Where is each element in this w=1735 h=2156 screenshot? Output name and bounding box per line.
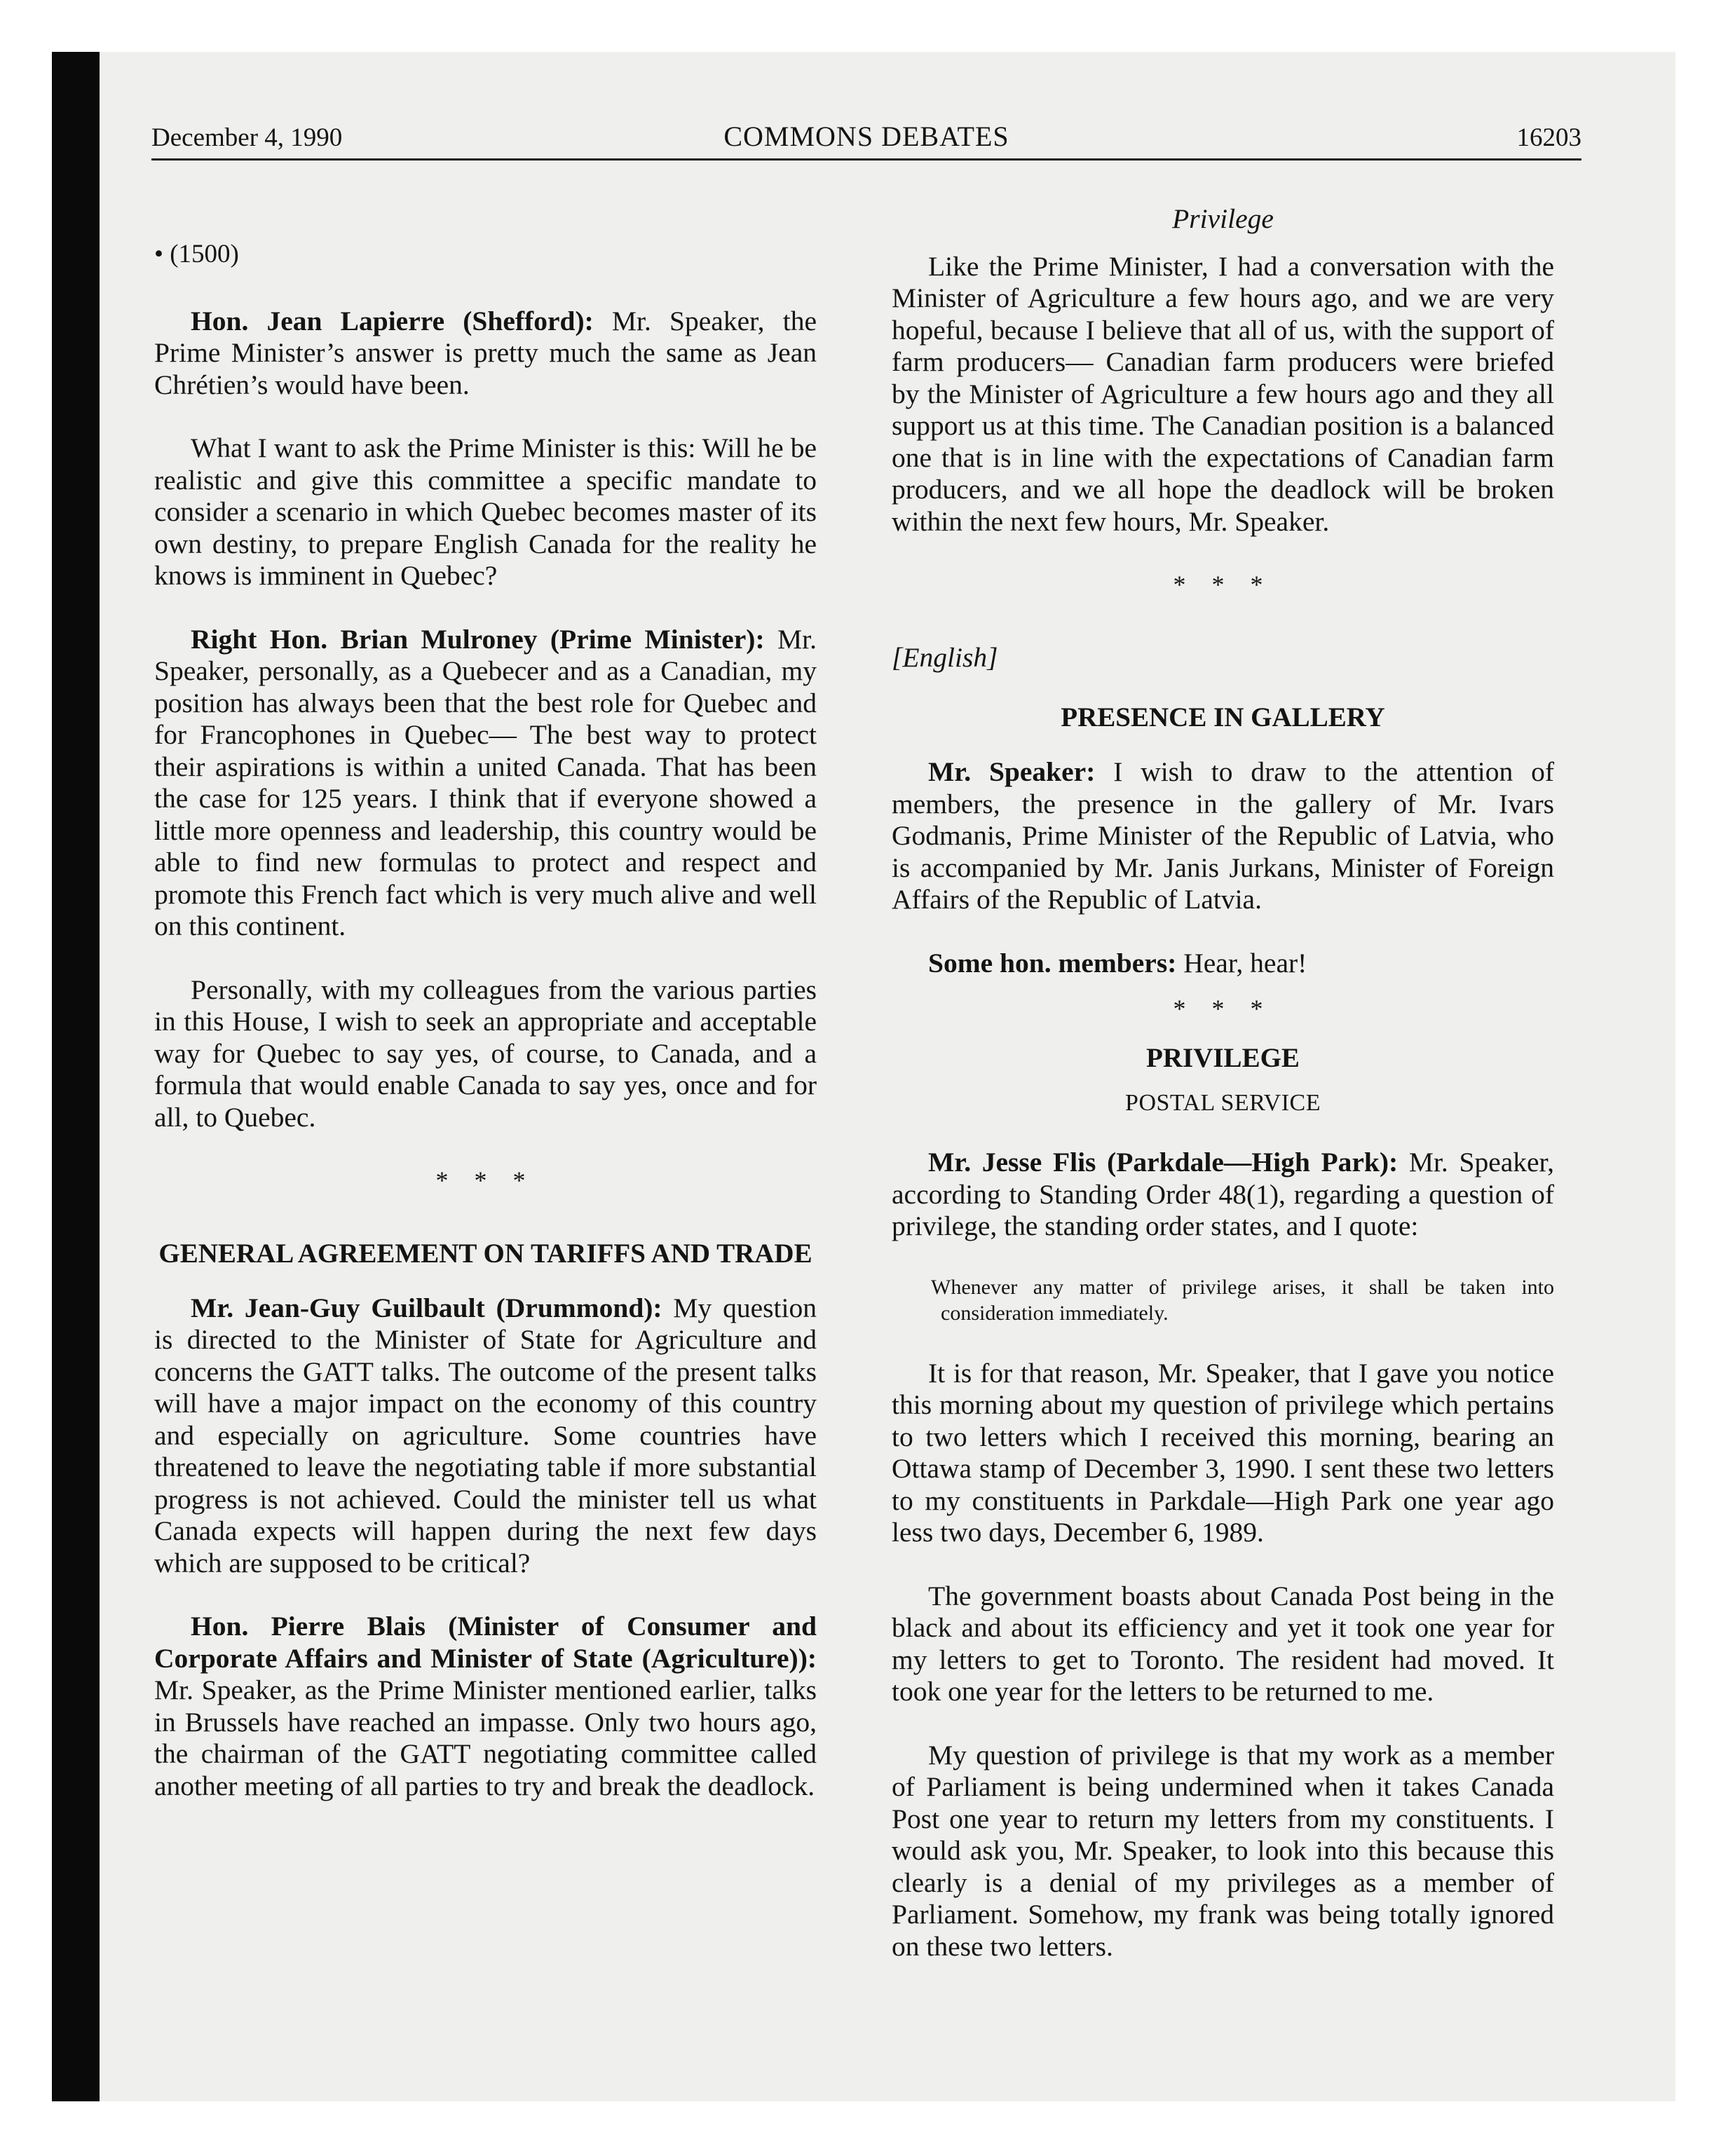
section-heading: GENERAL AGREEMENT ON TARIFFS AND TRADE	[158, 1238, 812, 1269]
section-label: Privilege	[1172, 203, 1274, 234]
paragraph: Personally, with my colleagues from the various parties in this House, I wish to seek an appropriate and acceptable way for Quebec to say yes, of course, to Canada, and a formula that would enable Canada to say yes, once and for all, to Quebec.	[154, 974, 817, 1133]
paragraph-text: My question is directed to the Minister of State for Agriculture and concerns the GATT talks. The outcome of the present talks will have a major impact on the economy of this country and especially on agriculture. Some countries have threatened to leave the negotiating table if more substantial progress is not achieved. Could the minister tell us what Canada expects will happen during the next few days which are supposed to be critical?	[154, 1292, 817, 1578]
binding-edge	[52, 52, 100, 2101]
paragraph-text: Mr. Speaker, personally, as a Quebecer and as a Canadian, my position has always been that the best role for Quebec and for Francophones in Quebec— The best way to protect their aspirations is within a united Canada. That has been the case for 125 years. I think that if everyone showed a little more openness and leadership, this country would be able to find new formulas to protect and respect and promote this French fact which is very much alive and well on this continent.	[154, 623, 817, 941]
speaker-name: Mr. Jean-Guy Guilbault (Drummond):	[191, 1292, 662, 1323]
paragraph-text: I wish to draw to the attention of members, the presence in the gallery of Mr. Ivars Godmanis, Prime Minister of the Republic of Latvia, who is accompanied by Mr. Janis Jurkans, Minister of Foreign Affairs of the Republic of Latvia.	[892, 756, 1555, 915]
block-quote: Whenever any matter of privilege arises, it shall be taken into consideration immediately.	[931, 1275, 1554, 1325]
header-page-number: 16203	[1516, 123, 1581, 152]
speaker-name: Mr. Speaker:	[928, 756, 1096, 787]
header-date: December 4, 1990	[151, 123, 343, 152]
speaker-name: Hon. Pierre Blais (Minister of Consumer and Corporate Affairs and Minister of State (Agriculture)):	[154, 1611, 817, 1674]
header-rule	[151, 158, 1581, 161]
paragraph	[154, 1292, 817, 1580]
section-heading: PRIVILEGE	[1146, 1042, 1300, 1073]
time-marker: • (1500)	[154, 240, 239, 268]
speaker-name: Hon. Jean Lapierre (Shefford):	[191, 305, 594, 336]
paragraph	[892, 1147, 1554, 1243]
speaker-name: Some hon. members:	[928, 947, 1177, 978]
right-column	[892, 203, 1554, 1994]
paragraph: Like the Prime Minister, I had a conversation with the Minister of Agriculture a few hours ago, and we are very hopeful, because I believe that all of us, with the support of farm producers— Canadian farm producers were briefed by the Minister of Agriculture a few hours ago and they all support us at this time. The Canadian position is a balanced one that is in line with the expectations of Canadian farm producers, and we all hope the deadlock will be broken within the next few hours, Mr. Speaker.	[892, 250, 1554, 537]
paragraph: The government boasts about Canada Post being in the black and about its efficiency and yet it took one year for my letters to get to Toronto. The resident had moved. It took one year for the letters to be returned to me.	[892, 1580, 1554, 1707]
language-note: [English]	[892, 641, 998, 673]
paragraph	[892, 948, 1554, 980]
paragraph-text: Mr. Speaker, as the Prime Minister mentioned earlier, talks in Brussels have reached an impasse. Only two hours ago, the chairman of the GATT negotiating committee called another meeting of all parties to try and break the deadlock.	[154, 1674, 817, 1801]
paragraph	[892, 756, 1554, 916]
section-separator: * * *	[1173, 995, 1273, 1023]
section-heading: PRESENCE IN GALLERY	[1061, 702, 1385, 732]
paragraph	[154, 306, 817, 402]
section-separator: * * *	[435, 1166, 536, 1194]
speaker-name: Mr. Jesse Flis (Parkdale—High Park):	[928, 1147, 1399, 1178]
left-column	[154, 203, 817, 1834]
section-subheading: POSTAL SERVICE	[1125, 1089, 1321, 1116]
running-head	[151, 118, 1581, 158]
paragraph	[154, 1611, 817, 1802]
header-title: COMMONS DEBATES	[723, 121, 1009, 152]
section-separator: * * *	[1173, 571, 1273, 599]
speaker-name: Right Hon. Brian Mulroney (Prime Minister):	[191, 623, 765, 655]
paragraph	[154, 624, 817, 943]
paragraph-text: Hear, hear!	[1176, 947, 1307, 978]
paragraph: It is for that reason, Mr. Speaker, that I gave you notice this morning about my question of privilege which pertains to two letters which I received this morning, bearing an Ottawa stamp of December 3, 1990. I sent these two letters to my constituents in Parkdale—High Park one year ago less two days, December 6, 1989.	[892, 1357, 1554, 1548]
paragraph-text: Mr. Speaker, the Prime Minister’s answer is pretty much the same as Jean Chrétien’s would have been.	[154, 305, 817, 400]
paragraph-text: Mr. Speaker, according to Standing Order 48(1), regarding a question of privilege, the standing order states, and I quote:	[892, 1147, 1554, 1241]
paragraph: My question of privilege is that my work as a member of Parliament is being undermined when it takes Canada Post one year to return my letters from my constituents. I would ask you, Mr. Speaker, to look into this because this clearly is a denial of my privileges as a member of Parliament. Somehow, my frank was being totally ignored on these two letters.	[892, 1739, 1554, 1962]
paragraph: What I want to ask the Prime Minister is this: Will he be realistic and give this committee a specific mandate to consider a scenario in which Quebec becomes master of its own destiny, to prepare English Canada for the reality he knows is imminent in Quebec?	[154, 432, 817, 591]
